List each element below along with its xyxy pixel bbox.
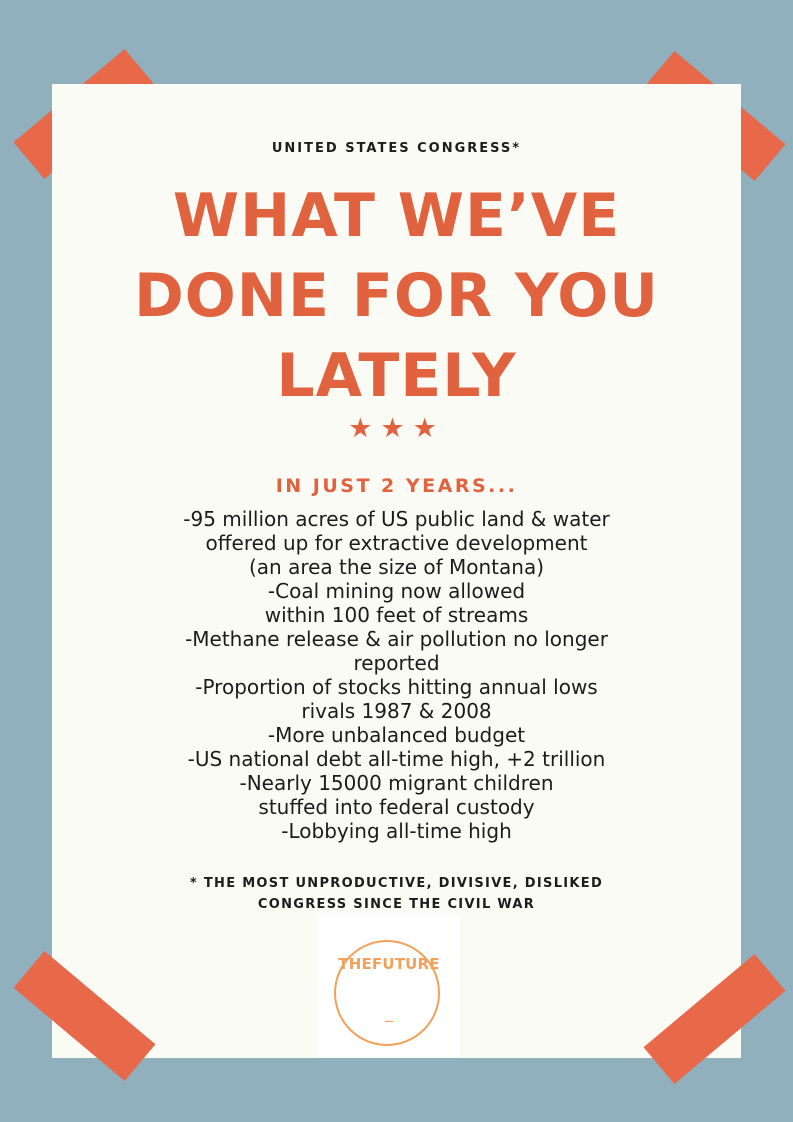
list-item-line: within 100 feet of streams	[264, 603, 529, 627]
footnote-line: CONGRESS SINCE THE CIVIL WAR	[257, 897, 536, 912]
list-item-line: -Proportion of stocks hitting annual lows	[195, 675, 598, 699]
list-item-line: stuffed into federal custody	[258, 795, 535, 819]
list-item-line: -Lobbying all-time high	[281, 819, 512, 843]
poster-title	[60, 176, 733, 416]
title-line: WHAT WE’VE	[172, 181, 621, 251]
list-item-line: -95 million acres of US public land & water	[183, 507, 610, 531]
star-icons: ★★★	[348, 413, 445, 444]
section-heading: IN JUST 2 YEARS...	[275, 475, 518, 497]
footnote-line: * THE MOST UNPRODUCTIVE, DIVISIVE, DISLIKED	[189, 876, 604, 891]
list-item-line: -Nearly 15000 migrant children	[239, 771, 554, 795]
list-item-line: -More unbalanced budget	[267, 723, 526, 747]
list-item	[90, 627, 703, 675]
list-item-line: (an area the size of Montana)	[249, 555, 544, 579]
list-item-line: -Coal mining now allowed	[267, 579, 526, 603]
title-line: DONE FOR YOU	[133, 261, 660, 331]
list-item	[90, 675, 703, 723]
accomplishments-list	[90, 507, 703, 843]
list-item	[90, 747, 703, 771]
list-item-line: reported	[353, 651, 440, 675]
logo-wordmark: THEFUTURE	[338, 955, 440, 973]
footnote	[80, 873, 713, 915]
list-item-line: rivals 1987 & 2008	[301, 699, 492, 723]
list-item	[90, 579, 703, 627]
list-item	[90, 771, 703, 819]
list-item-line: offered up for extractive development	[205, 531, 588, 555]
logo-dash: _	[385, 1003, 393, 1022]
list-item	[90, 507, 703, 579]
list-item	[90, 819, 703, 843]
eyebrow-label: UNITED STATES CONGRESS*	[271, 141, 522, 156]
list-item-line: -US national debt all-time high, +2 trillion	[187, 747, 606, 771]
title-line: LATELY	[276, 341, 517, 411]
list-item-line: -Methane release & air pollution no longer	[185, 627, 608, 651]
list-item	[90, 723, 703, 747]
